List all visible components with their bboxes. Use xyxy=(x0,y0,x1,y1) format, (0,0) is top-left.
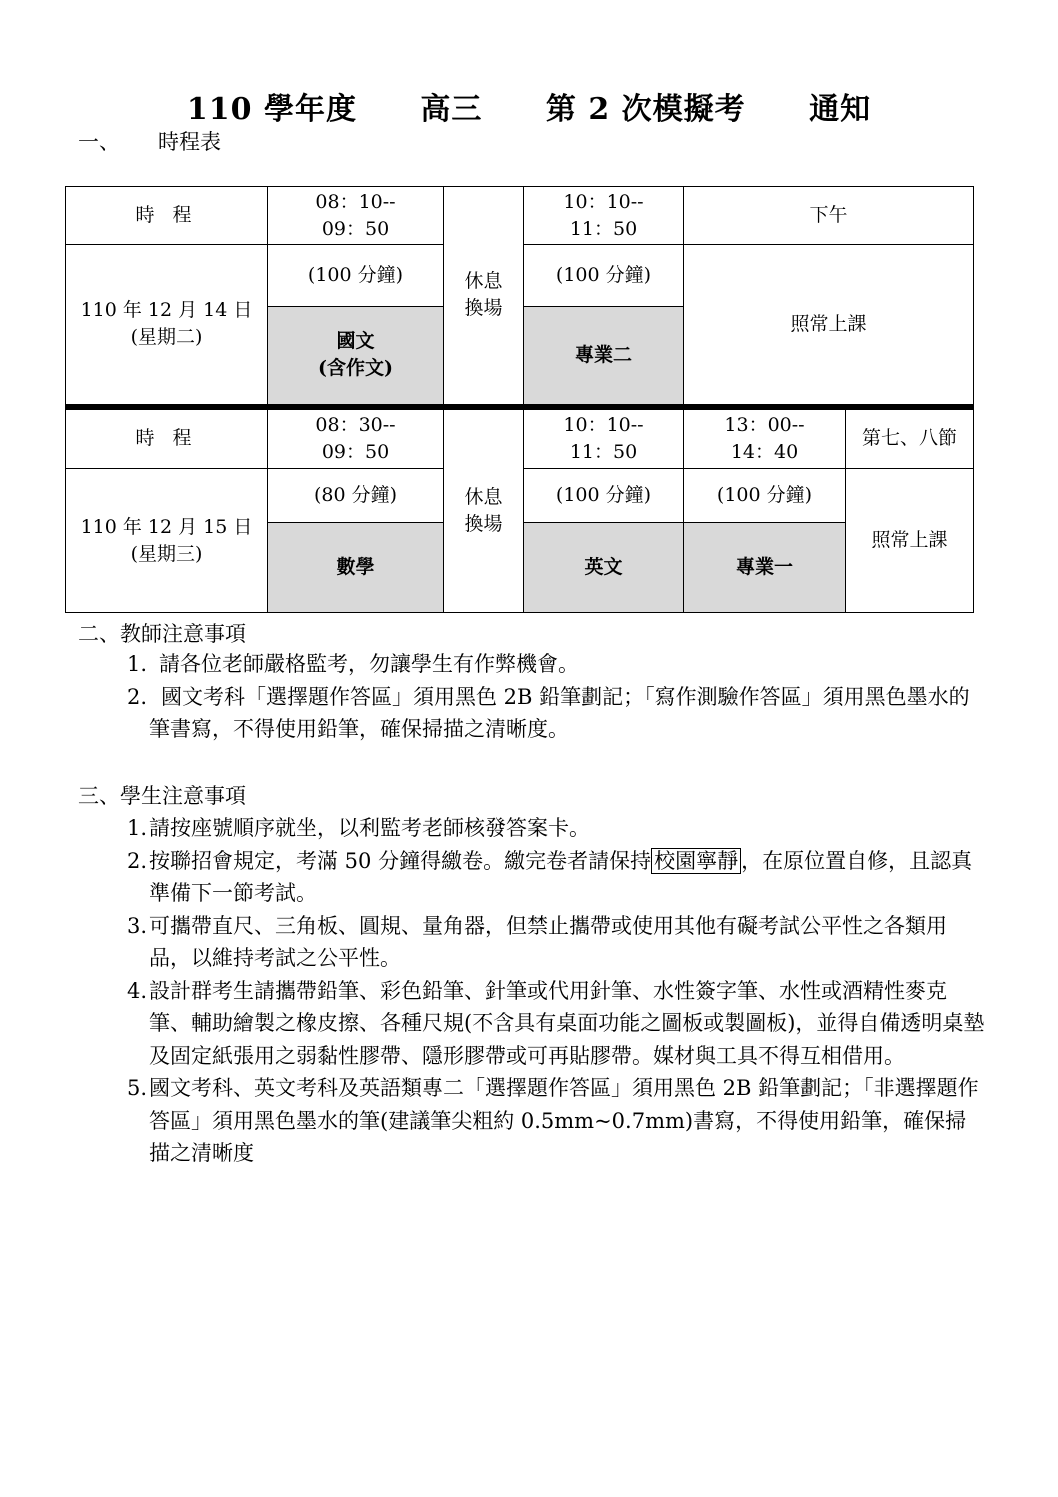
day1-slot2-duration: (100 分鐘) xyxy=(524,245,684,307)
day1-header-label: 時 程 xyxy=(66,187,268,245)
section-number: 一、 xyxy=(78,130,120,154)
title-grade: 高三 xyxy=(420,92,483,127)
list-item xyxy=(127,681,987,746)
day2-slot3-time: 13：00-- 14：40 xyxy=(684,407,846,469)
day1-slot1-duration: (100 分鐘) xyxy=(268,245,444,307)
list-item xyxy=(127,812,987,845)
day2-periods-note: 照常上課 xyxy=(846,469,974,613)
title-year: 110 學年度 xyxy=(186,92,357,127)
day2-slot2-subject: 英文 xyxy=(524,523,684,613)
item-number: 1. xyxy=(127,652,148,676)
item-text-before: 按聯招會規定，考滿 50 分鐘得繳卷。繳完卷者請保持 xyxy=(149,848,652,873)
day2-slot1-subject: 數學 xyxy=(268,523,444,613)
section-title: 時程表 xyxy=(158,130,221,154)
list-item xyxy=(127,845,987,910)
item-number: 1. xyxy=(127,816,148,840)
section-schedule-heading xyxy=(78,126,221,156)
item-text: 請各位老師嚴格監考，勿讓學生有作弊機會。 xyxy=(159,652,579,676)
day2-slot1-time: 08：30-- 09：50 xyxy=(268,407,444,469)
day1-slot1-time: 08：10-- 09：50 xyxy=(268,187,444,245)
schedule-table xyxy=(65,186,974,613)
title-notice: 通知 xyxy=(809,92,872,127)
item-number: 5. xyxy=(127,1076,148,1100)
item-number: 2. xyxy=(127,684,148,709)
day2-break-cell: 休息 換場 xyxy=(444,407,524,613)
list-item xyxy=(127,910,987,975)
day1-date: 110 年 12 月 14 日 (星期二) xyxy=(66,245,268,407)
day2-slot3-subject: 專業一 xyxy=(684,523,846,613)
day1-header-row xyxy=(66,187,974,245)
item-text-after: ，在原位置自修，且認真準備下一節考試。 xyxy=(149,848,973,905)
item-number: 2. xyxy=(127,848,148,873)
day1-slot1-subject: 國文 (含作文) xyxy=(268,307,444,407)
day1-afternoon-note: 照常上課 xyxy=(684,245,974,407)
day1-slot2-subject: 專業二 xyxy=(524,307,684,407)
day2-date: 110 年 12 月 15 日 (星期三) xyxy=(66,469,268,613)
teacher-notes-heading: 二、教師注意事項 xyxy=(78,622,246,646)
student-notes-list xyxy=(127,812,987,1170)
day1-break-cell: 休息 換場 xyxy=(444,187,524,407)
document-title xyxy=(0,84,1058,128)
item-text: 可攜帶直尺、三角板、圓規、量角器，但禁止攜帶或使用其他有礙考試公平性之各類用品，以維持考試之公平性。 xyxy=(149,913,947,970)
title-exam: 第 2 次模擬考 xyxy=(545,92,746,127)
day1-afternoon-label: 下午 xyxy=(684,187,974,245)
boxed-emphasis: 校園寧靜 xyxy=(651,848,741,874)
day2-slot3-duration: (100 分鐘) xyxy=(684,469,846,523)
day2-header-row xyxy=(66,407,974,469)
item-number: 3. xyxy=(127,913,148,938)
student-notes-heading: 三、學生注意事項 xyxy=(78,784,246,808)
day1-slot2-time: 10：10-- 11：50 xyxy=(524,187,684,245)
day2-header-label: 時 程 xyxy=(66,407,268,469)
item-text: 請按座號順序就坐，以利監考老師核發答案卡。 xyxy=(149,816,590,840)
day2-slot2-time: 10：10-- 11：50 xyxy=(524,407,684,469)
list-item xyxy=(127,975,987,1073)
item-text: 國文考科「選擇題作答區」須用黑色 2B 鉛筆劃記；「寫作測驗作答區」須用黑色墨水的筆書寫，不得使用鉛筆，確保掃描之清晰度。 xyxy=(149,684,970,741)
day2-periods-label: 第七、八節 xyxy=(846,407,974,469)
item-text: 設計群考生請攜帶鉛筆、彩色鉛筆、針筆或代用針筆、水性簽字筆、水性或酒精性麥克筆、輔助繪製之橡皮擦、各種尺規(不含具有桌面功能之圖板或製圖板)，並得自備透明桌墊及固定紙張用之弱黏性膠帶、隱形膠帶或可再貼膠帶。媒材與工具不得互相借用。 xyxy=(149,978,985,1068)
item-number: 4. xyxy=(127,978,148,1003)
list-item xyxy=(127,648,987,681)
item-text: 國文考科、英文考科及英語類專二「選擇題作答區」須用黑色 2B 鉛筆劃記；「非選擇題作答區」須用黑色墨水的筆(建議筆尖粗約 0.5mm~0.7mm)書寫，不得使用鉛筆，確保掃描之清晰度 xyxy=(149,1076,979,1165)
day2-slot1-duration: (80 分鐘) xyxy=(268,469,444,523)
day2-slot2-duration: (100 分鐘) xyxy=(524,469,684,523)
teacher-notes-list xyxy=(127,648,987,746)
list-item xyxy=(127,1072,987,1170)
